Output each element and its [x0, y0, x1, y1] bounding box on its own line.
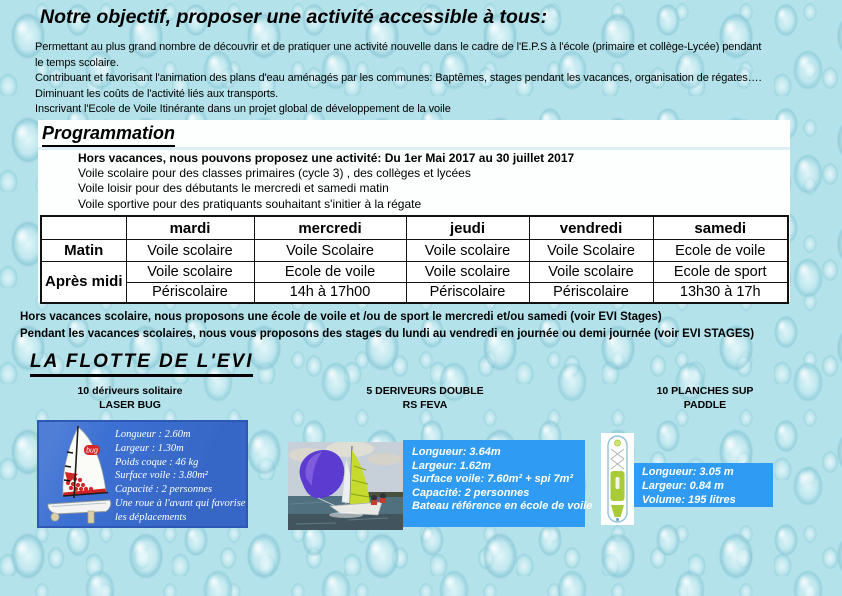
row-label-apres-midi: Après midi: [41, 262, 126, 304]
intro-line: Permettant au plus grand nombre de découvrir et de pratiquer une activité nouvelle dans le cadre de l'E.P.S à l'école (primaire et collège-Lycée) pendant: [35, 41, 762, 53]
spec-line: Une roue à l'avant qui favorise les déplacements: [115, 497, 246, 523]
fleet-header-line: 10 dériveurs solitaire: [77, 385, 183, 397]
programmation-heading: Programmation: [42, 123, 175, 147]
cell-matin-samedi: Ecole de voile: [653, 240, 788, 262]
intro-line: le temps scolaire.: [35, 56, 119, 69]
page-title: Notre objectif, proposer une activité accessible à tous:: [40, 6, 548, 28]
cell-am-mercredi-2: 14h à 17h00: [254, 282, 406, 303]
table-row-apres-midi-2: [41, 282, 788, 303]
fleet-header-line: 10 PLANCHES SUP: [656, 385, 754, 397]
cell-matin-jeudi: Voile scolaire: [406, 240, 529, 262]
column-header-mercredi: mercredi: [254, 216, 406, 240]
column-header-mardi: mardi: [126, 216, 254, 240]
fleet-header-line: PADDLE: [683, 398, 727, 411]
note-line: Pendant les vacances scolaires, nous vous proposons des stages du lundi au vendredi en journée ou demi journée (voir EVI STAGES): [20, 327, 755, 340]
fleet-header-line: RS FEVA: [402, 398, 448, 411]
schedule-table: [40, 215, 789, 304]
spec-line: Surface voile: 7.60m² + spi 7m²: [412, 473, 574, 486]
spec-line: Capacité : 2 personnes: [115, 484, 213, 496]
notes: [20, 309, 754, 342]
intro-line: Contribuant et favorisant l'animation des plans d'eau aménagés par les communes: Baptêmes, stages pendant les vacances, organisation de régates….: [35, 72, 762, 84]
laser-bug-specs: [115, 428, 249, 525]
programmation-line: Hors vacances, nous pouvons proposez une activité: Du 1er Mai 2017 au 30 juillet 2017: [78, 151, 575, 165]
spec-line: Largeur : 1.30m: [115, 442, 184, 454]
cell-matin-mardi: Voile scolaire: [126, 240, 254, 262]
fleet-header-line: LASER BUG: [99, 398, 161, 411]
intro-paragraph: [35, 40, 762, 118]
cell-am-jeudi-1: Voile scolaire: [406, 262, 529, 283]
sup-board-illustration: [601, 433, 634, 525]
programmation-line: Voile loisir pour des débutants le mercredi et samedi matin: [78, 181, 389, 196]
spec-line: Longueur: 3.64m: [412, 446, 501, 458]
cell-am-mercredi-1: Ecole de voile: [254, 262, 406, 283]
cell-am-jeudi-2: Périscolaire: [406, 282, 529, 303]
programmation-line: Voile sportive pour des pratiquants souhaitant s'initier à la régate: [78, 196, 422, 211]
laser-bug-logo-text: bug: [86, 447, 98, 455]
cell-am-mardi-1: Voile scolaire: [126, 262, 254, 283]
table-corner-cell: [41, 216, 126, 240]
spec-line: Bateau référence en école de voile: [412, 500, 593, 513]
spec-line: Longueur: 3.05 m: [642, 466, 734, 478]
cell-matin-vendredi: Voile Scolaire: [529, 240, 653, 262]
spec-line: Largeur: 1.62m: [412, 459, 491, 472]
cell-am-samedi-2: 13h30 à 17h: [653, 282, 788, 303]
cell-am-mardi-2: Périscolaire: [126, 282, 254, 303]
table-row-matin: [41, 240, 788, 262]
programmation-lines: [78, 151, 574, 212]
intro-line: Diminuant les coûts de l'activité liés aux transports.: [35, 87, 279, 100]
fleet-header-line: 5 DERIVEURS DOUBLE: [366, 385, 484, 397]
laser-bug-card: [37, 420, 248, 528]
spec-line: Surface voile : 3.80m²: [115, 470, 208, 482]
spec-line: Poids coque : 46 kg: [115, 456, 199, 468]
spec-line: Capacité: 2 personnes: [412, 486, 530, 499]
column-header-samedi: samedi: [653, 216, 788, 240]
cell-am-samedi-1: Ecole de sport: [653, 262, 788, 283]
fleet-header-rs-feva: [315, 385, 535, 412]
programmation-line: Voile scolaire pour des classes primaires (cycle 3) , des collèges et lycées: [78, 166, 471, 181]
rs-feva-photo: [288, 442, 403, 530]
sup-board-card: [601, 433, 634, 525]
fleet-heading: LA FLOTTE DE L'EVI: [30, 351, 253, 377]
laser-bug-illustration: [44, 424, 116, 524]
rs-feva-specs: [403, 440, 593, 527]
fleet-header-paddle: [595, 385, 815, 412]
column-header-vendredi: vendredi: [529, 216, 653, 240]
cell-am-vendredi-1: Voile scolaire: [529, 262, 653, 283]
table-row-apres-midi-1: [41, 262, 788, 283]
cell-matin-mercredi: Voile Scolaire: [254, 240, 406, 262]
note-line: Hors vacances scolaire, nous proposons une école de voile et /ou de sport le mercredi et/ou samedi (voir EVI Stages): [20, 311, 662, 323]
spec-line: Largeur: 0.84 m: [642, 479, 724, 492]
panel-divider: [38, 147, 790, 150]
spec-line: Longueur : 2.60m: [115, 429, 191, 440]
sup-specs: [634, 463, 773, 507]
cell-am-vendredi-2: Périscolaire: [529, 282, 653, 303]
spec-line: Volume: 195 litres: [642, 493, 736, 506]
row-label-matin: Matin: [41, 240, 126, 262]
column-header-jeudi: jeudi: [406, 216, 529, 240]
fleet-header-laser-bug: [20, 385, 240, 412]
intro-line: Inscrivant l'Ecole de Voile Itinérante dans un projet global de développement de la voile: [35, 103, 451, 115]
